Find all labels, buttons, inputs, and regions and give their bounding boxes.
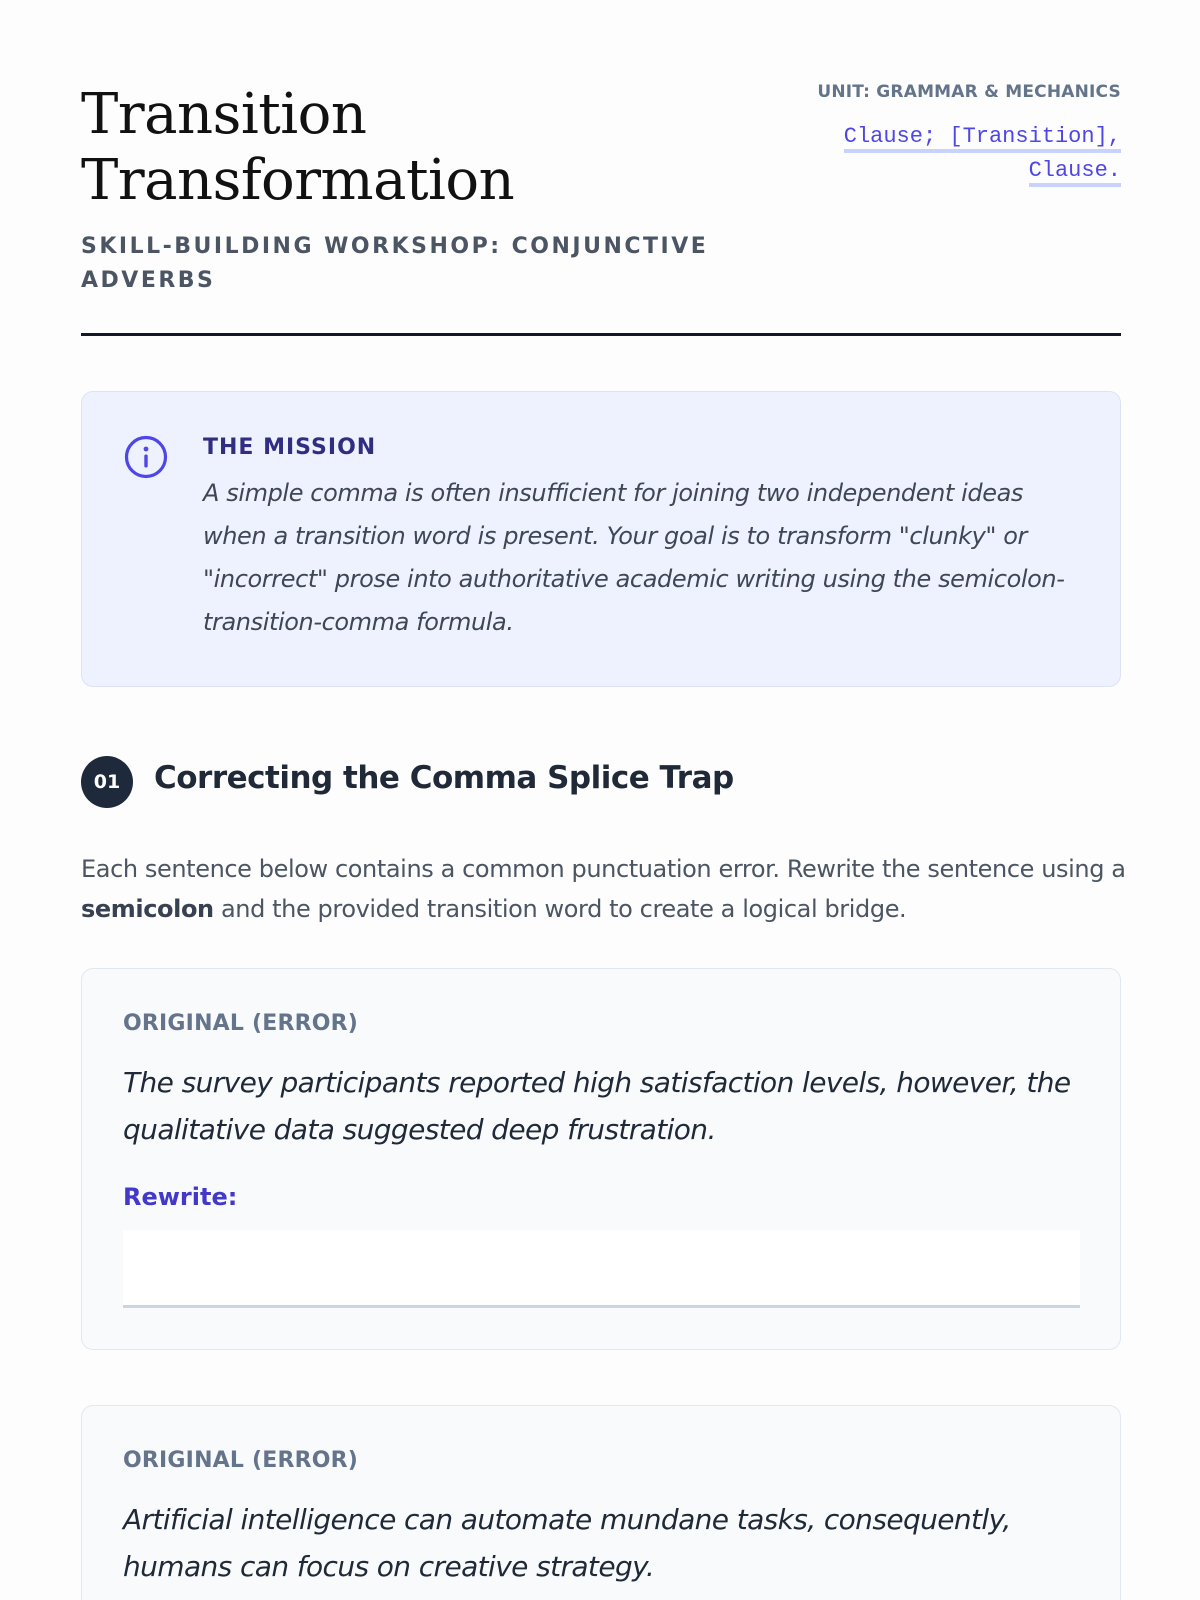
original-error-label: ORIGINAL (ERROR) (123, 1448, 359, 1473)
mission-text: A simple comma is often insufficient for joining two independent ideas when a transition word is present. Your goal is to transform "clunky" or "incorrect" prose into authoritative academic writing using the semicolon-transition-comma formula. (203, 479, 1065, 636)
instructions-emphasis: semicolon (81, 895, 214, 923)
exercise-card (81, 968, 1121, 1350)
mission-callout (81, 391, 1121, 687)
formula-line-1: Clause; [Transition], (844, 124, 1121, 153)
page-header (81, 82, 1121, 336)
original-sentence: Artificial intelligence can automate mundane tasks, consequently, humans can focus on creative strategy. (123, 1503, 1011, 1583)
original-sentence: The survey participants reported high satisfaction levels, however, the qualitative data suggested deep frustration. (123, 1066, 1071, 1146)
page-subtitle: SKILL-BUILDING WORKSHOP: CONJUNCTIVE ADVERBS (81, 234, 709, 293)
unit-label: UNIT: GRAMMAR & MECHANICS (817, 82, 1121, 102)
instructions-text-start: Each sentence below contains a common punctuation error. Rewrite the sentence using a (81, 855, 1126, 883)
section-number-badge: 01 (81, 756, 133, 808)
section-title: Correcting the Comma Splice Trap (154, 760, 734, 796)
original-error-label: ORIGINAL (ERROR) (123, 1011, 359, 1036)
section-instructions (81, 849, 1131, 929)
info-circle-icon (124, 435, 168, 479)
formula-line-2: Clause. (1029, 158, 1121, 187)
page-title (81, 82, 701, 214)
page-title-line-1: Transition (81, 82, 367, 147)
mission-title: THE MISSION (203, 435, 377, 460)
instructions-text-end: and the provided transition word to create a logical bridge. (213, 895, 907, 923)
formula-reference (801, 120, 1121, 188)
section-heading (81, 756, 1121, 808)
rewrite-label: Rewrite: (123, 1183, 238, 1211)
rewrite-input[interactable] (123, 1230, 1080, 1308)
page-title-line-2: Transformation (81, 148, 515, 213)
exercise-card (81, 1405, 1121, 1600)
